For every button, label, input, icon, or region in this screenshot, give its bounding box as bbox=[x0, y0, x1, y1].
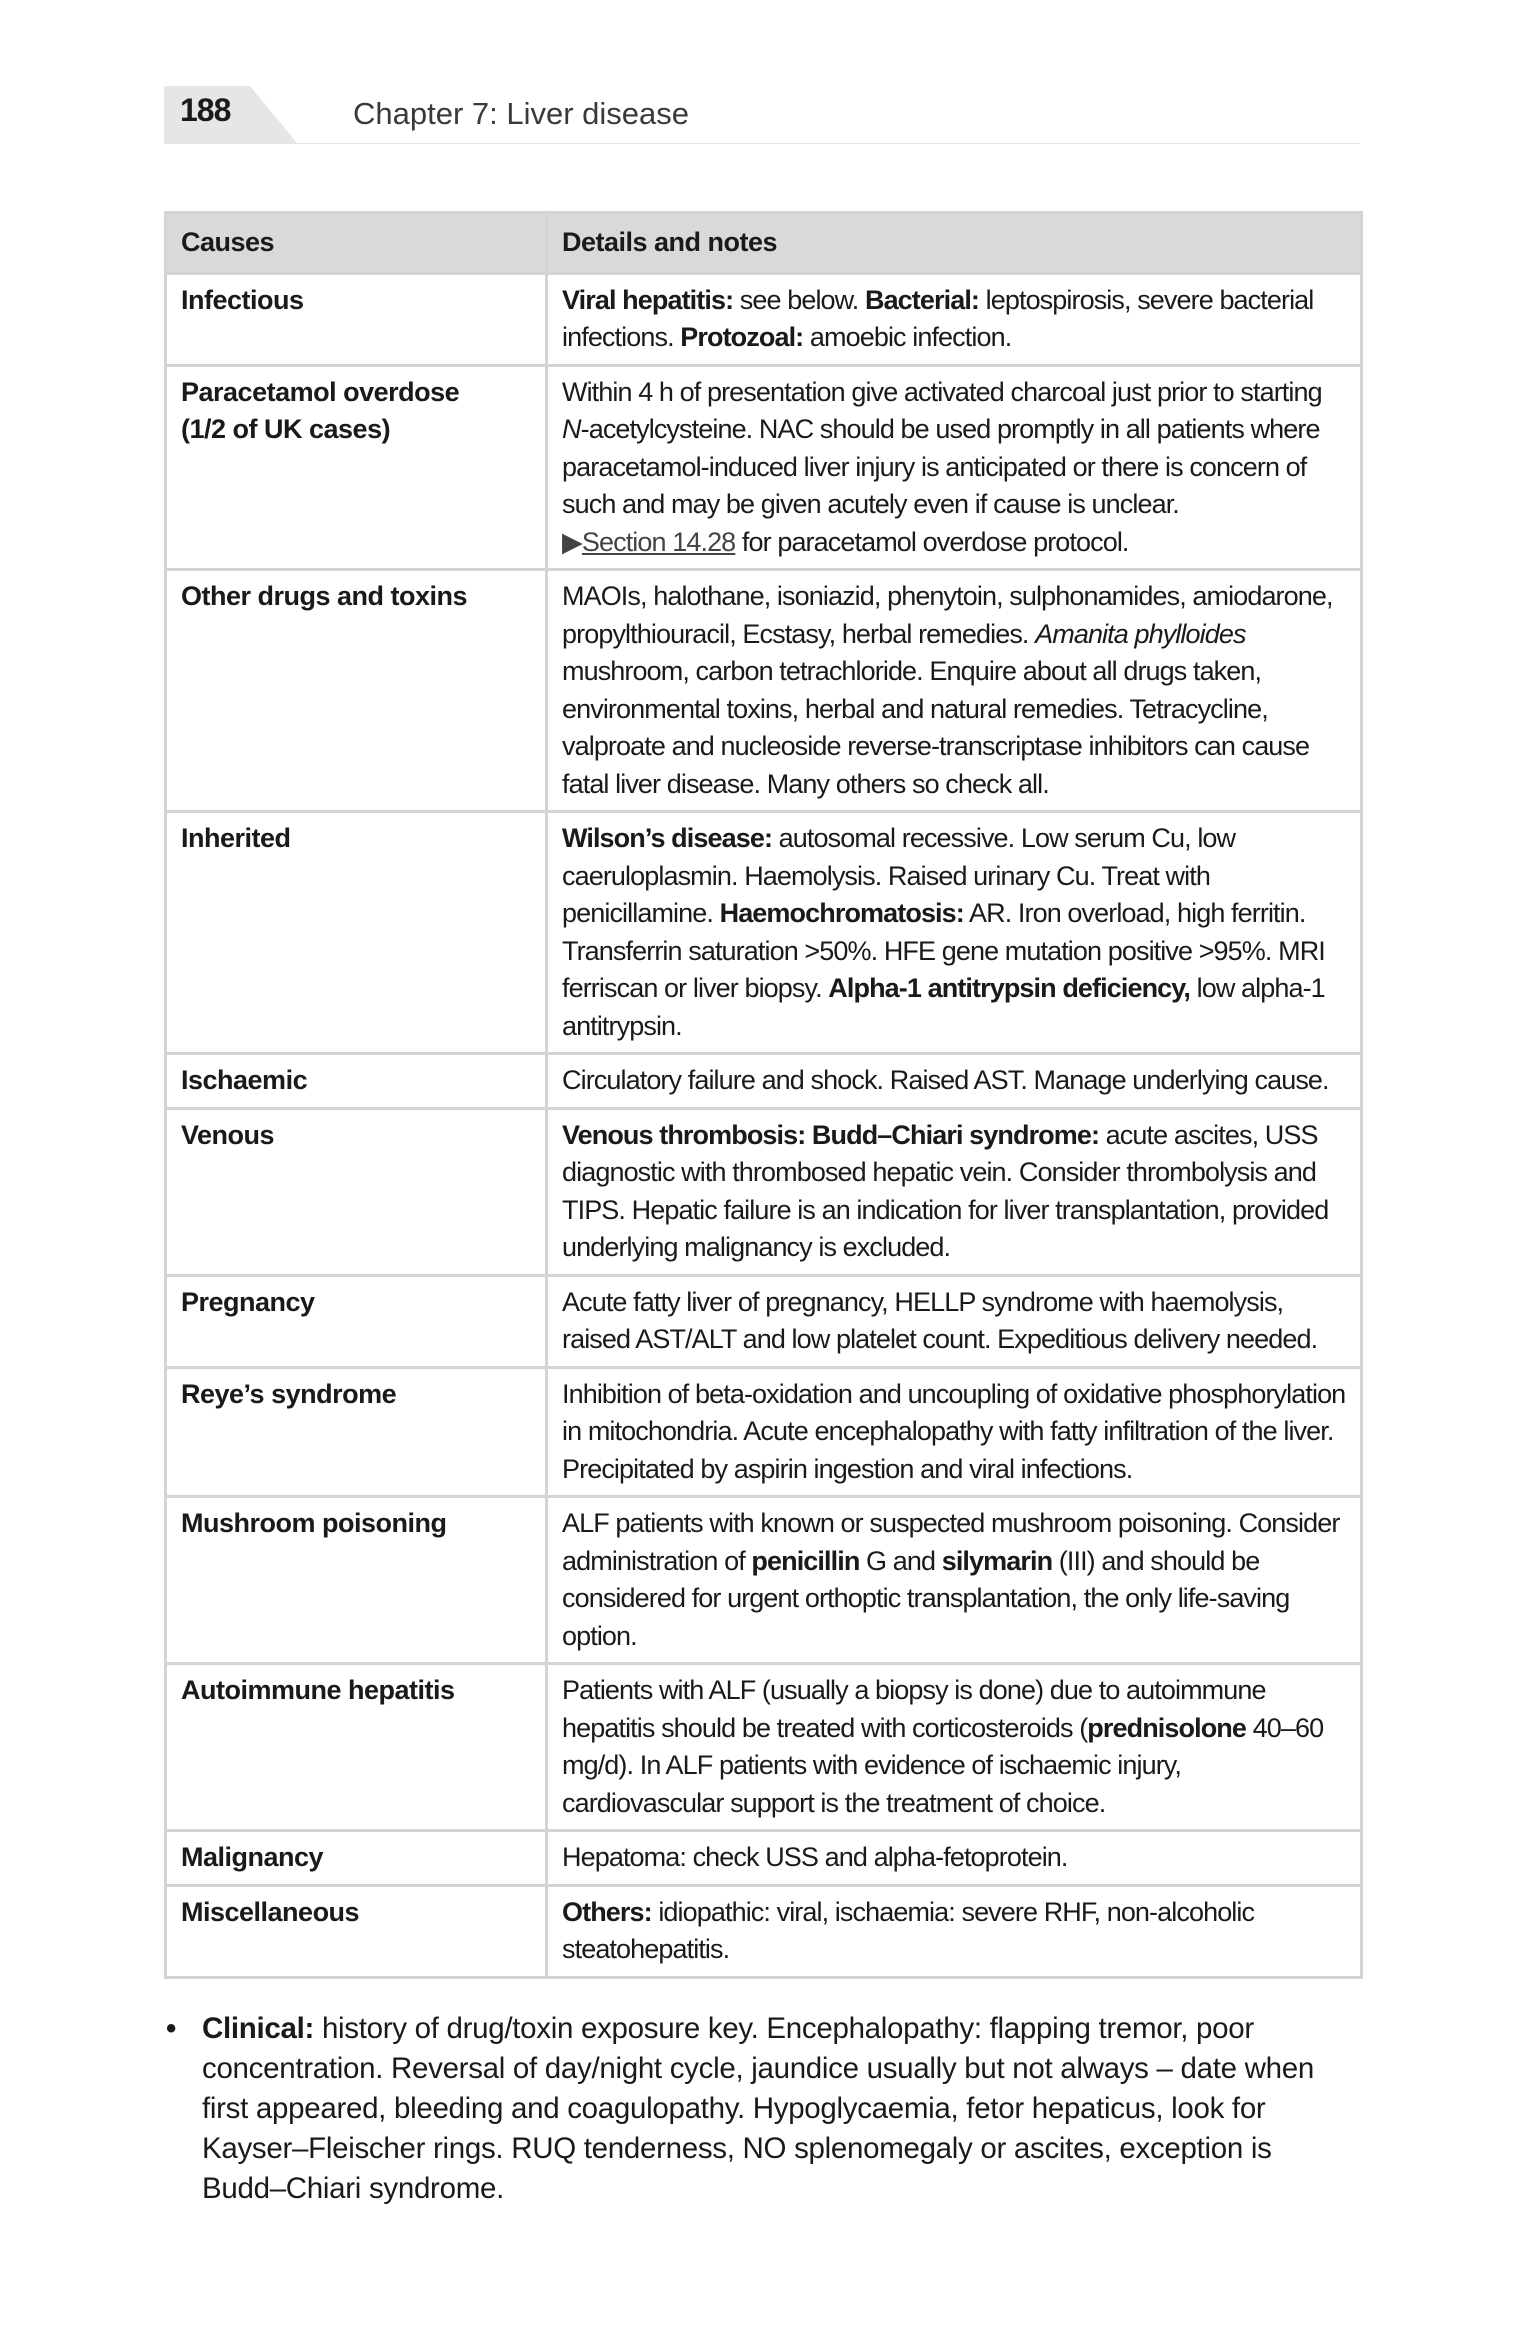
cause-label: Inherited bbox=[181, 823, 291, 853]
details-cell bbox=[547, 1275, 1362, 1367]
clinical-notes-list bbox=[166, 2009, 1360, 2209]
cause-cell bbox=[166, 1664, 547, 1831]
bold-term: silymarin bbox=[941, 1545, 1053, 1576]
cause-label: Ischaemic bbox=[181, 1065, 308, 1095]
cause-label: Paracetamol overdose bbox=[181, 376, 460, 407]
column-header-causes: Causes bbox=[166, 213, 547, 274]
detail-text: Within 4 h of presentation give activated charcoal just prior to starting bbox=[562, 376, 1322, 407]
details-cell bbox=[547, 1885, 1362, 1977]
bold-term: Venous thrombosis: Budd–Chiari syndrome: bbox=[562, 1119, 1100, 1150]
table-row bbox=[166, 365, 1362, 570]
cause-cell bbox=[166, 1367, 547, 1497]
table-row bbox=[166, 812, 1362, 1054]
details-cell bbox=[547, 1497, 1362, 1664]
cause-cell bbox=[166, 365, 547, 570]
detail-text: idiopathic: viral, ischaemia: severe RHF, non-alcoholic steatohepatitis. bbox=[562, 1896, 1255, 1964]
detail-text: AR. Iron overload, high ferritin. Transferrin saturation >50%. HFE gene mutation positive >95%. MRI ferriscan or liver biopsy. bbox=[562, 898, 1325, 1003]
detail-text: Hepatoma: check USS and alpha-fetoprotein. bbox=[562, 1842, 1068, 1872]
details-cell bbox=[547, 1664, 1362, 1831]
table-header-row bbox=[166, 213, 1362, 274]
cause-label: Reye’s syndrome bbox=[181, 1378, 397, 1409]
cause-cell bbox=[166, 812, 547, 1054]
table-row bbox=[166, 570, 1362, 812]
chapter-title: Chapter 7: Liver disease bbox=[353, 96, 690, 131]
page-number: 188 bbox=[180, 92, 231, 128]
bold-term: Protozoal: bbox=[680, 322, 804, 352]
detail-text: 40–60 mg/d). In ALF patients with evidence of ischaemic injury, cardiovascular support is the treatment of choice. bbox=[562, 1712, 1324, 1818]
cause-label: Pregnancy bbox=[181, 1286, 315, 1317]
bold-term: Wilson’s disease: bbox=[562, 823, 773, 853]
cause-label: Venous bbox=[181, 1119, 275, 1150]
detail-text: Patients with ALF (usually a biopsy is done) due to autoimmune hepatitis should be treated with corticosteroids ( bbox=[562, 1675, 1266, 1743]
page-header bbox=[164, 86, 1360, 144]
section-link[interactable] bbox=[562, 527, 735, 557]
bold-term: prednisolone bbox=[1087, 1712, 1247, 1743]
details-cell bbox=[547, 365, 1362, 570]
bold-term: Others: bbox=[562, 1896, 652, 1927]
detail-text: mushroom, carbon tetrachloride. Enquire about all drugs taken, environmental toxins, herbal and natural remedies. Tetracycline, valproate and nucleoside reverse-transcriptase inhibitors can cause fatal liver disease. Many others so check all. bbox=[562, 656, 1310, 799]
table-row bbox=[166, 1497, 1362, 1664]
list-item bbox=[166, 2009, 1360, 2209]
cause-cell bbox=[166, 1497, 547, 1664]
arrow-right-icon: ▶ bbox=[562, 526, 582, 557]
bullet-icon: • bbox=[166, 2012, 177, 2045]
table-row bbox=[166, 1054, 1362, 1109]
detail-text: (III) and should be considered for urgent orthoptic transplantation, the only life-saving option. bbox=[562, 1545, 1290, 1651]
table-row bbox=[166, 1831, 1362, 1886]
detail-text: Inhibition of beta-oxidation and uncoupling of oxidative phosphorylation in mitochondria. Acute encephalopathy with fatty infiltration of the liver. Precipitated by aspirin ingestion and viral infections. bbox=[562, 1378, 1346, 1484]
detail-text: acute ascites, USS diagnostic with thrombosed hepatic vein. Consider thrombolysis and TIPS. Hepatic failure is an indication for liver transplantation, provided underlying malignancy is excluded. bbox=[562, 1119, 1329, 1262]
bold-term: Viral hepatitis: bbox=[562, 284, 734, 315]
header-divider bbox=[298, 143, 1360, 144]
cause-cell bbox=[166, 1054, 547, 1109]
cause-label: Malignancy bbox=[181, 1842, 324, 1872]
bullet-label: Clinical: bbox=[202, 2012, 315, 2045]
table-row bbox=[166, 273, 1362, 365]
table-row bbox=[166, 1108, 1362, 1275]
cause-cell bbox=[166, 1108, 547, 1275]
cause-cell bbox=[166, 1885, 547, 1977]
detail-text: see below. bbox=[733, 284, 865, 315]
detail-text: for paracetamol overdose protocol. bbox=[735, 526, 1129, 557]
detail-text: amoebic infection. bbox=[803, 322, 1012, 352]
cause-label: Autoimmune hepatitis bbox=[181, 1675, 455, 1705]
details-cell bbox=[547, 1831, 1362, 1886]
detail-text: ALF patients with known or suspected mushroom poisoning. Consider administration of bbox=[562, 1508, 1340, 1576]
detail-text: leptospirosis, severe bacterial infections. bbox=[562, 284, 1314, 352]
cause-label: Mushroom poisoning bbox=[181, 1508, 447, 1538]
cause-cell bbox=[166, 1831, 547, 1886]
cause-cell bbox=[166, 570, 547, 812]
italic-term: N bbox=[562, 414, 581, 444]
cause-label: Miscellaneous bbox=[181, 1896, 360, 1927]
details-cell bbox=[547, 273, 1362, 365]
italic-term: Amanita phylloides bbox=[1035, 618, 1246, 649]
causes-table bbox=[164, 211, 1363, 1979]
cause-cell bbox=[166, 1275, 547, 1367]
detail-text: MAOIs, halothane, isoniazid, phenytoin, sulphonamides, amiodarone, propylthiouracil, Ecstasy, herbal remedies. bbox=[562, 581, 1333, 649]
section-link-label: Section 14.28 bbox=[581, 526, 736, 557]
column-header-details: Details and notes bbox=[547, 213, 1362, 274]
table-row bbox=[166, 1367, 1362, 1497]
table-row bbox=[166, 1664, 1362, 1831]
detail-text: low alpha-1 antitrypsin. bbox=[562, 973, 1325, 1041]
detail-text: Circulatory failure and shock. Raised AST. Manage underlying cause. bbox=[562, 1065, 1329, 1095]
cause-label: Infectious bbox=[181, 284, 304, 315]
detail-text: -acetylcysteine. NAC should be used promptly in all patients where paracetamol-induced liver injury is anticipated or there is concern of such and may be given acutely even if cause is unclear. bbox=[562, 414, 1320, 519]
bullet-text: history of drug/toxin exposure key. Encephalopathy: flapping tremor, poor concentration. Reversal of day/night cycle, jaundice usually but not always – date when first appeared, bleeding and coagulopathy. Hypoglycaemia, fetor hepaticus, look for Kayser–Fleischer rings. RUQ tenderness, NO splenomegaly or ascites, exception is Budd–Chiari syndrome. bbox=[202, 2012, 1314, 2205]
detail-text: Acute fatty liver of pregnancy, HELLP syndrome with haemolysis, raised AST/ALT and low platelet count. Expeditious delivery needed. bbox=[562, 1286, 1318, 1354]
bold-term: Alpha-1 antitrypsin deficiency, bbox=[828, 973, 1190, 1003]
details-cell bbox=[547, 1108, 1362, 1275]
cause-label: Other drugs and toxins bbox=[181, 581, 468, 611]
details-cell bbox=[547, 570, 1362, 812]
cause-label: (1/2 of UK cases) bbox=[181, 414, 391, 444]
details-cell bbox=[547, 1054, 1362, 1109]
bold-term: Haemochromatosis: bbox=[719, 898, 964, 928]
details-cell bbox=[547, 1367, 1362, 1497]
detail-text: autosomal recessive. Low serum Cu, low caeruloplasmin. Haemolysis. Raised urinary Cu. Treat with penicillamine. bbox=[562, 823, 1236, 928]
detail-text: G and bbox=[859, 1545, 942, 1576]
bold-term: penicillin bbox=[751, 1545, 860, 1576]
bold-term: Bacterial: bbox=[864, 284, 980, 315]
details-cell bbox=[547, 812, 1362, 1054]
cause-cell bbox=[166, 273, 547, 365]
table-row bbox=[166, 1885, 1362, 1977]
table-row bbox=[166, 1275, 1362, 1367]
table-body bbox=[166, 273, 1362, 1977]
